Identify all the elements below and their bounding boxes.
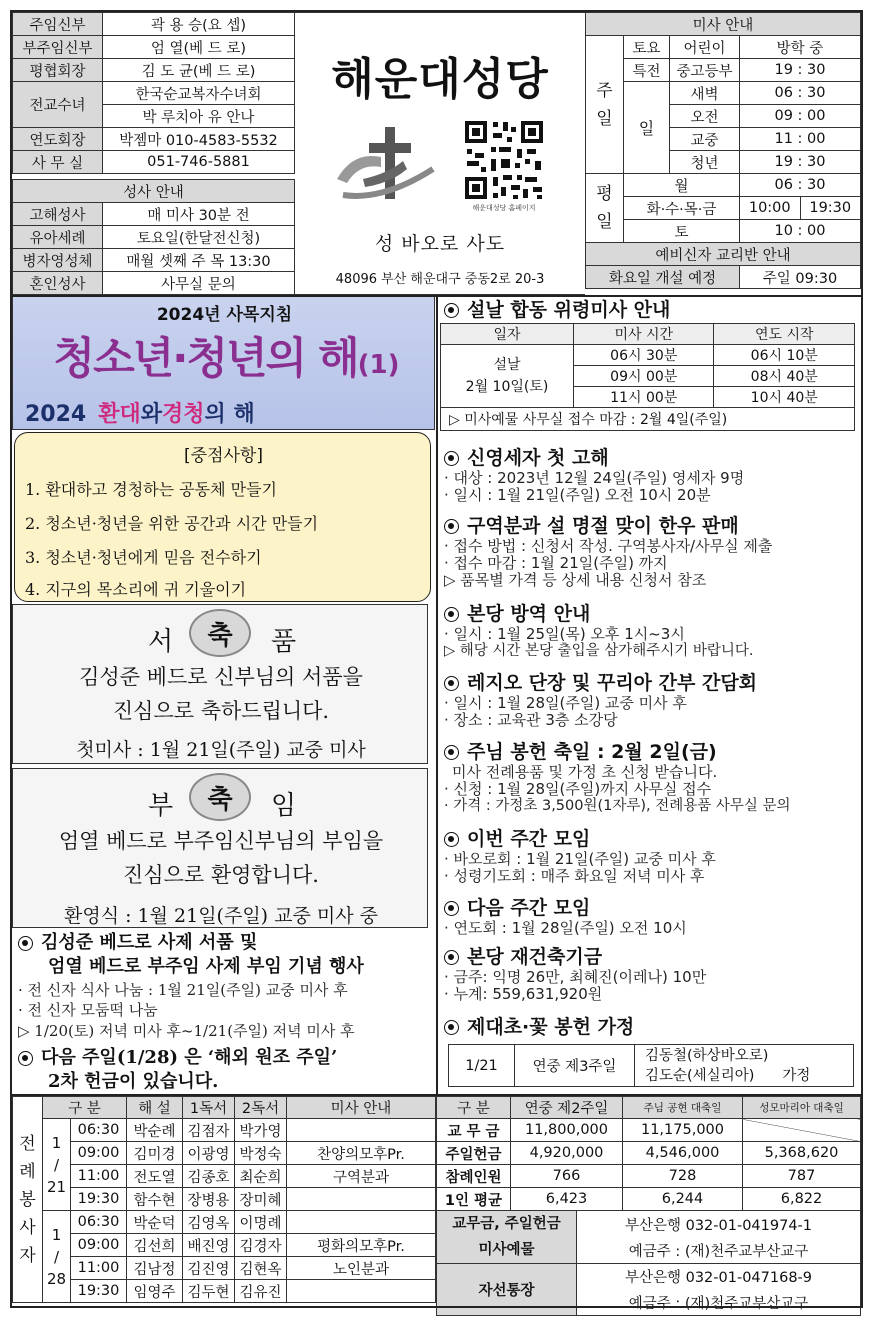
servers-side: 봉: [19, 1189, 36, 1210]
notice-line: ▷ 해당 시간 본당 출입을 삼가해주시기 바랍니다.: [444, 643, 754, 659]
banner-sub-a: 환대: [98, 402, 141, 427]
servers-header: 구 분: [43, 1097, 127, 1119]
finance-label: 주일헌금: [437, 1142, 511, 1165]
weekday-label-2: 일: [596, 212, 613, 232]
banner-sub: [25, 397, 255, 428]
focus-box: [14, 432, 431, 602]
row-divider: [10, 1094, 863, 1096]
memorial-section: [444, 298, 856, 322]
staff-label: 연도회장: [13, 128, 103, 151]
flower-name: 김동철(하상바오로): [645, 1047, 769, 1064]
event-section: [18, 931, 433, 1040]
saturday-label: 토요: [624, 36, 670, 59]
servers-cell: [287, 1119, 436, 1142]
children-label: 어린이: [670, 36, 740, 59]
notice-8: [444, 945, 856, 1003]
church-name: 해운대성당: [331, 54, 549, 105]
servers-cell: 19:30: [71, 1188, 127, 1211]
servers-cell: 김유진: [235, 1280, 287, 1303]
finance-table: [436, 1096, 861, 1211]
catechumen-day: 화요일 개설 예정: [586, 266, 740, 289]
servers-cell: 박정숙: [235, 1142, 287, 1165]
servers-cell: 11:00: [71, 1165, 127, 1188]
servers-side: 례: [19, 1161, 36, 1182]
bank-label: 교무금, 주일헌금: [452, 1216, 561, 1232]
servers-cell: 이명례: [235, 1211, 287, 1234]
notice-title: 주님 봉헌 축일 : 2월 2일(금): [467, 741, 717, 763]
finance-cell: 4,920,000: [511, 1142, 623, 1165]
sacrament-value: 매월 셋째 주 목 13:30: [103, 249, 295, 272]
memorial-time: 09시 00분: [574, 366, 714, 387]
celebration-emblem: 축: [189, 609, 251, 657]
staff-label: 부주임신부: [13, 36, 103, 59]
banner-top: 2024년 사목지침: [156, 305, 293, 325]
notice-line: · 대상 : 2023년 12월 24일(주일) 영세자 9명: [444, 469, 745, 487]
sacrament-value: 매 미사 30분 전: [103, 203, 295, 226]
church-header: [295, 12, 585, 295]
servers-side: 사: [19, 1217, 36, 1238]
flower-name: 김도순(세실리아): [645, 1067, 755, 1084]
notice-title: 본당 재건축기금: [467, 946, 603, 968]
servers-cell: 김미경: [127, 1142, 183, 1165]
servers-cell: 이광영: [183, 1142, 235, 1165]
focus-title: [중점사항]: [184, 446, 263, 466]
youth-label: 중고등부: [670, 59, 740, 82]
staff-label: 사 무 실: [13, 151, 103, 174]
sunday-inner-label: 일: [624, 82, 670, 174]
arrival-right: 임: [271, 791, 297, 821]
memorial-h-time: 미사 시간: [574, 324, 714, 345]
focus-item: 1. 환대하고 경청하는 공동체 만들기: [25, 480, 277, 499]
servers-cell: 함수현: [127, 1188, 183, 1211]
arrival-line1: 엄열 베드로 부주임신부님의 부임을: [58, 829, 384, 853]
bank-account: 부산은행 032-01-041974-1: [577, 1211, 861, 1238]
staff-value: 051-746-5881: [103, 151, 295, 174]
servers-side: 전: [19, 1133, 36, 1154]
staff-table: [12, 12, 295, 174]
servers-cell: 장병용: [183, 1188, 235, 1211]
servers-cell: 06:30: [71, 1211, 127, 1234]
servers-cell: 김영옥: [183, 1211, 235, 1234]
focus-item: 4. 지구의 목소리에 귀 기울이기: [25, 580, 247, 599]
pastoral-banner: [12, 296, 435, 430]
memorial-start: 10시 40분: [714, 387, 855, 408]
notice-line: · 신청 : 1월 28일(주일)까지 사무실 접수: [444, 780, 712, 798]
arrival-line3: 환영식 : 1월 21일(주일) 교중 미사 중: [64, 905, 378, 927]
ordination-line3: 첫미사 : 1월 21일(주일) 교중 미사: [76, 739, 366, 761]
sunday-mass-name: 청년: [670, 151, 740, 174]
memorial-time: 11시 00분: [574, 387, 714, 408]
bullet-icon: [444, 901, 459, 916]
notice-7: [444, 896, 856, 937]
notice-6: [444, 827, 856, 885]
notice-title: 이번 주간 모임: [467, 828, 591, 850]
catechumen-time: 주일 09:30: [740, 266, 861, 289]
ordination-box: [12, 604, 428, 764]
sacrament-label: 병자영성체: [13, 249, 103, 272]
weekday-mass-name: 화·수·목·금: [624, 197, 740, 220]
row-divider: [10, 295, 863, 297]
servers-header: 해 설: [127, 1097, 183, 1119]
memorial-h-date: 일자: [441, 324, 574, 345]
event-bullet: · 전 신자 식사 나눔 : 1월 21일(주일) 교중 미사 후: [18, 981, 348, 999]
ordination-line2: 진심으로 축하드립니다.: [112, 699, 330, 723]
memorial-note: ▷ 미사예물 사무실 접수 마감 : 2월 4일(주일): [441, 408, 855, 431]
bullet-icon: [444, 1020, 459, 1035]
sacrament-table: [12, 179, 295, 295]
servers-header: 미사 안내: [287, 1097, 436, 1119]
notice-line: · 바오로회 : 1월 21일(주일) 교중 미사 후: [444, 850, 716, 868]
servers-cell: 김두현: [183, 1280, 235, 1303]
servers-cell: 19:30: [71, 1280, 127, 1303]
servers-cell: 전도열: [127, 1165, 183, 1188]
servers-group: 21: [46, 1177, 67, 1196]
memorial-date2: 2월 10일(토): [465, 379, 549, 395]
memorial-start: 08시 40분: [714, 366, 855, 387]
memorial-date1: 설날: [493, 357, 521, 373]
flower-suffix: 가정: [782, 1067, 811, 1084]
notice-5: [444, 740, 864, 815]
church-logo: [333, 121, 443, 206]
memorial-start: 06시 10분: [714, 345, 855, 366]
finance-label: 1인 평균: [437, 1188, 511, 1211]
notice-line: · 가격 : 가정초 3,500원(1자루), 전례용품 사무실 문의: [444, 798, 791, 814]
weekday-mass-name: 월: [624, 174, 740, 197]
sunday-label-1: 주: [596, 80, 613, 101]
sacrament-value: 토요일(한달전신청): [103, 226, 295, 249]
servers-cell: 찬양의모후Pr.: [287, 1142, 436, 1165]
sacrament-label: 유아세례: [13, 226, 103, 249]
notice-title: 다음 주간 모임: [467, 897, 591, 919]
flower-week: 연중 제3주일: [515, 1045, 635, 1087]
focus-item: 2. 청소년·청년을 위한 공간과 시간 만들기: [25, 514, 319, 533]
servers-group: /: [53, 1155, 60, 1174]
youth-time: 19 : 30: [740, 59, 861, 82]
celebration-emblem: 축: [189, 773, 251, 821]
servers-cell: 09:00: [71, 1142, 127, 1165]
weekday-mass-time: 06 : 30: [740, 174, 861, 197]
banner-sub-c: 경청: [162, 402, 205, 427]
staff-label: 평협회장: [13, 59, 103, 82]
banner-main-text: 청소년·청년의 해: [53, 334, 358, 384]
finance-cell: [743, 1119, 861, 1142]
notice-2: [444, 514, 856, 589]
notice-title: 구역분과 설 명절 맞이 한우 판매: [467, 515, 739, 537]
banner-sub-b: 와: [140, 402, 163, 427]
notice-line: · 일시 : 1월 21일(주일) 오전 10시 20분: [444, 486, 711, 504]
focus-item: 3. 청소년·청년에게 믿음 전수하기: [25, 548, 262, 567]
sacrament-title: 성사 안내: [13, 180, 295, 203]
finance-cell: 11,175,000: [623, 1119, 743, 1142]
sunday-mass-name: 오전: [670, 105, 740, 128]
servers-group: 28: [46, 1269, 67, 1288]
bank-holder: 예금주 : (재)천주교부산교구: [577, 1237, 861, 1264]
memorial-h-start: 연도 시작: [714, 324, 855, 345]
banner-sub-d: 의 해: [204, 402, 255, 427]
servers-group: /: [53, 1247, 60, 1266]
bank-label: 자선통장: [437, 1264, 577, 1316]
servers-cell: 김진영: [183, 1257, 235, 1280]
notice-title: 레지오 단장 및 꾸리아 간부 간담회: [467, 672, 758, 694]
staff-value: 곽 용 승(요 셉): [103, 13, 295, 36]
sacrament-value: 사무실 문의: [103, 272, 295, 295]
servers-cell: 김종호: [183, 1165, 235, 1188]
bank-account: 부산은행 032-01-047168-9: [577, 1264, 861, 1290]
flower-table: [448, 1044, 854, 1087]
servers-cell: 11:00: [71, 1257, 127, 1280]
bank-label: 미사예물: [478, 1242, 535, 1258]
catechumen-title: 예비신자 교리반 안내: [586, 243, 861, 266]
memorial-title: 설날 합동 위령미사 안내: [467, 299, 671, 321]
qr-code-icon: [463, 119, 545, 201]
finance-cell: 6,244: [623, 1188, 743, 1211]
bullet-icon: [444, 950, 459, 965]
servers-cell: [287, 1280, 436, 1303]
event-title2: 엄열 베드로 부주임 사제 부임 기념 행사: [48, 956, 364, 977]
church-address: 48096 부산 해운대구 중동2로 20-3: [335, 272, 545, 287]
next-sunday-line1: 다음 주일(1/28) 은 ‘해외 원조 주일’: [41, 1047, 338, 1068]
notice-title: 제대초·꽃 봉헌 가정: [467, 1016, 635, 1038]
bullet-icon: [444, 303, 459, 318]
bullet-icon: [444, 519, 459, 534]
bank-table: [436, 1210, 861, 1316]
finance-cell: 766: [511, 1165, 623, 1188]
servers-cell: 06:30: [71, 1119, 127, 1142]
servers-cell: 김현옥: [235, 1257, 287, 1280]
staff-value: 엄 열(베 드 로): [103, 36, 295, 59]
finance-cell: 6,822: [743, 1188, 861, 1211]
bullet-icon: [444, 676, 459, 691]
finance-cell: 11,800,000: [511, 1119, 623, 1142]
notice-line: · 접수 마감 : 1월 21일(주일) 까지: [444, 554, 668, 572]
staff-label: 주임신부: [13, 13, 103, 36]
arrival-left: 부: [148, 791, 174, 821]
sacrament-label: 고해성사: [13, 203, 103, 226]
sunday-mass-time: 19 : 30: [740, 151, 861, 174]
servers-group: 1: [51, 1133, 62, 1152]
staff-label: 전교수녀: [13, 82, 103, 128]
notice-line: · 누계: 559,631,920원: [444, 985, 603, 1003]
notice-title: 본당 방역 안내: [467, 603, 591, 625]
notice-line: · 일시 : 1월 25일(목) 오후 1시~3시: [444, 625, 685, 643]
servers-cell: 박가영: [235, 1119, 287, 1142]
bullet-icon: [444, 451, 459, 466]
sunday-mass-time: 09 : 00: [740, 105, 861, 128]
servers-cell: 노인분과: [287, 1257, 436, 1280]
bullet-icon: [444, 832, 459, 847]
servers-side: 자: [19, 1245, 36, 1266]
patron-saint: 성 바오로 사도: [374, 233, 506, 255]
servers-cell: 박순덕: [127, 1211, 183, 1234]
servers-cell: 09:00: [71, 1234, 127, 1257]
bullet-icon: [444, 745, 459, 760]
notice-line: · 일시 : 1월 28일(주일) 교중 미사 후: [444, 694, 687, 712]
servers-table: [12, 1096, 436, 1303]
servers-cell: 김남정: [127, 1257, 183, 1280]
notice-line: · 금주: 익명 26만, 최혜진(이레나) 10만: [444, 968, 707, 986]
bank-holder: 예금주 : (재)천주교부산교구: [577, 1290, 861, 1316]
sacrament-label: 혼인성사: [13, 272, 103, 295]
staff-value: 한국순교복자수녀회: [103, 82, 295, 105]
event-title1: 김성준 베드로 사제 서품 및: [41, 932, 258, 953]
sunday-mass-time: 11 : 00: [740, 128, 861, 151]
sunday-label-2: 일: [596, 108, 613, 129]
memorial-time: 06시 30분: [574, 345, 714, 366]
finance-cell: 5,368,620: [743, 1142, 861, 1165]
bullet-icon: [18, 1051, 33, 1066]
bullet-icon: [18, 936, 33, 951]
ordination-right: 품: [271, 627, 297, 657]
servers-cell: [287, 1211, 436, 1234]
servers-cell: 최순희: [235, 1165, 287, 1188]
finance-header: 구 분: [437, 1097, 511, 1119]
arrival-line2: 진심으로 환영합니다.: [123, 863, 319, 887]
memorial-table: [440, 323, 855, 431]
weekday-mass-time: 10:00: [740, 197, 801, 220]
mass-table: [585, 12, 861, 289]
finance-cell: 728: [623, 1165, 743, 1188]
finance-header: 주님 공현 대축일: [623, 1097, 743, 1119]
servers-cell: 평화의모후Pr.: [287, 1234, 436, 1257]
sunday-mass-name: 새벽: [670, 82, 740, 105]
staff-value: 김 도 균(베 드 로): [103, 59, 295, 82]
notice-9: [444, 1015, 856, 1039]
servers-cell: 구역분과: [287, 1165, 436, 1188]
notice-line: · 성령기도회 : 매주 화요일 저녁 미사 후: [444, 867, 705, 885]
weekday-mass-time: 10 : 00: [740, 220, 861, 243]
finance-header: 연중 제2주일: [511, 1097, 623, 1119]
weekday-mass-name: 토: [624, 220, 740, 243]
event-bullet: ▷ 1/20(토) 저녁 미사 후~1/21(주일) 저녁 미사 후: [18, 1022, 355, 1040]
staff-value: 박젬마 010-4583-5532: [103, 128, 295, 151]
finance-header: 성모마리아 대축일: [743, 1097, 861, 1119]
notice-line: · 접수 방법 : 신청서 작성. 구역봉사자/사무실 제출: [444, 537, 773, 555]
servers-cell: 김경자: [235, 1234, 287, 1257]
servers-cell: 김선희: [127, 1234, 183, 1257]
finance-label: 참례인원: [437, 1165, 511, 1188]
next-sunday-section: [18, 1046, 433, 1094]
banner-main: [19, 325, 434, 386]
servers-cell: [287, 1188, 436, 1211]
banner-sub-year: 2024: [25, 402, 87, 427]
sunday-mass-time: 06 : 30: [740, 82, 861, 105]
sunday-mass-name: 교중: [670, 128, 740, 151]
ordination-left: 서: [148, 627, 174, 657]
servers-header: 2독서: [235, 1097, 287, 1119]
next-sunday-line2: 2차 헌금이 있습니다.: [48, 1071, 219, 1092]
ordination-line1: 김성준 베드로 신부님의 서품을: [79, 665, 363, 689]
weekday-label-1: 평: [596, 184, 613, 204]
servers-header: 1독서: [183, 1097, 235, 1119]
event-bullet: · 전 신자 모둠떡 나눔: [18, 1001, 158, 1019]
notice-3: [444, 602, 864, 660]
notice-1: [444, 446, 856, 504]
arrival-box: [12, 768, 428, 928]
servers-cell: 장미혜: [235, 1188, 287, 1211]
flower-date: 1/21: [449, 1045, 515, 1087]
staff-value: 박 루치아 유 안나: [103, 105, 295, 128]
banner-num: (1): [357, 350, 400, 380]
notice-line: · 연도회 : 1월 28일(주일) 오전 10시: [444, 919, 687, 937]
notice-line: · 장소 : 교육관 3층 소강당: [444, 711, 618, 729]
servers-cell: 배진영: [183, 1234, 235, 1257]
finance-label: 교 무 금: [437, 1119, 511, 1142]
mass-title: 미사 안내: [586, 13, 861, 36]
special-label: 특전: [624, 59, 670, 82]
weekday-mass-time-2: 19:30: [800, 197, 861, 220]
servers-cell: 박순례: [127, 1119, 183, 1142]
notice-line: 미사 전례용품 및 가정 초 신청 받습니다.: [452, 763, 718, 781]
notice-line: ▷ 품목별 가격 등 상세 내용 신청서 참조: [444, 571, 707, 589]
finance-cell: 6,423: [511, 1188, 623, 1211]
qr-caption: 해운대성당 홈페이지: [472, 204, 536, 212]
children-time: 방학 중: [740, 36, 861, 59]
column-divider: [436, 296, 438, 1096]
servers-group: 1: [51, 1225, 62, 1244]
bullet-icon: [444, 607, 459, 622]
notice-title: 신영세자 첫 고해: [467, 447, 609, 469]
notice-4: [444, 671, 856, 729]
finance-cell: 4,546,000: [623, 1142, 743, 1165]
servers-cell: 임영주: [127, 1280, 183, 1303]
servers-cell: 김점자: [183, 1119, 235, 1142]
finance-cell: 787: [743, 1165, 861, 1188]
